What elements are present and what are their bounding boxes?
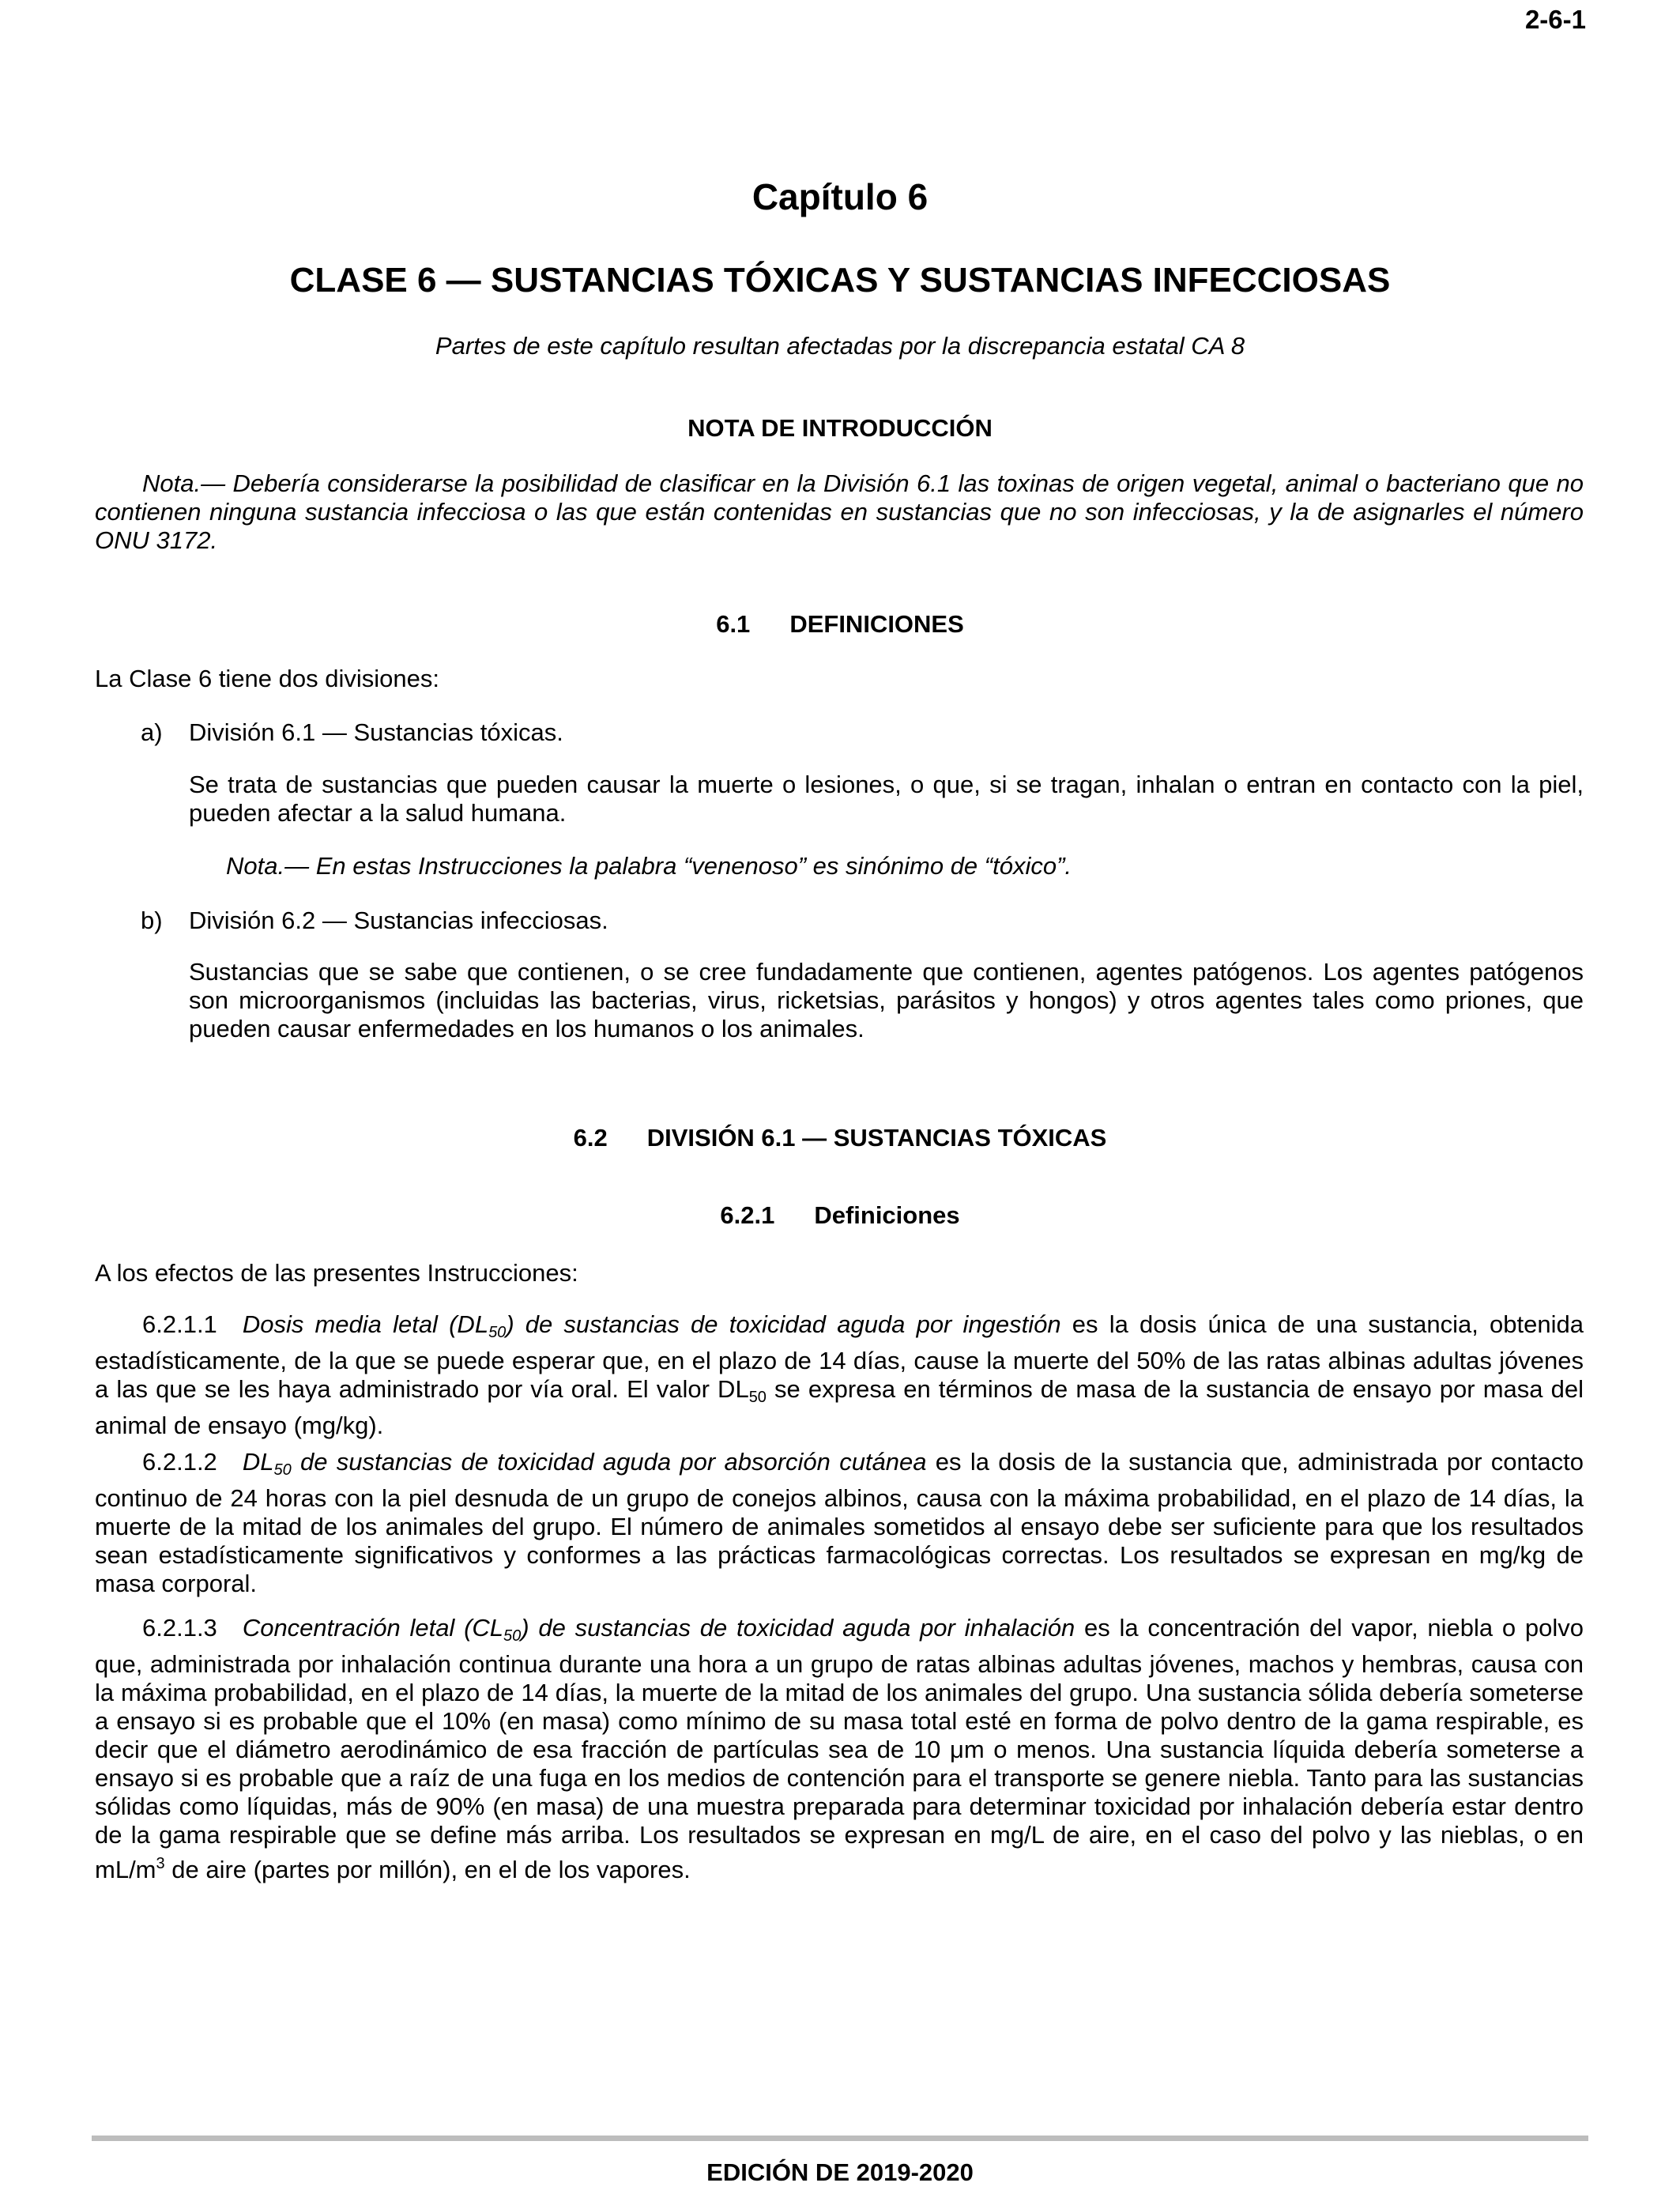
section-6-1-heading <box>0 610 1680 639</box>
item-a-title: División 6.1 — Sustancias tóxicas. <box>189 718 563 746</box>
item-b-marker: b) <box>141 907 163 934</box>
section-number: 6.1 <box>716 610 751 638</box>
paragraph-number: 6.2.1.1 <box>142 1310 217 1338</box>
item-b-text: Sustancias que se sabe que contienen, o se cree fundadamente que contienen, agentes patógenos. Los agentes patógenos son microorganismos (incluidas las bacterias, virus, ricketsias, parásitos y hongos) y otros agentes tales como priones, que pueden causar enfermedades en los humanos o los animales. <box>189 958 1584 1042</box>
paragraph-number: 6.2.1.3 <box>142 1614 217 1642</box>
intro-note <box>95 469 1584 555</box>
section-6-1-lead: La Clase 6 tiene dos divisiones: <box>95 665 439 692</box>
paragraph-number: 6.2.1.2 <box>142 1448 217 1476</box>
intro-heading: NOTA DE INTRODUCCIÓN <box>687 414 993 442</box>
page-number: 2-6-1 <box>1524 5 1586 34</box>
subsection-title: Definiciones <box>814 1201 960 1229</box>
item-b-title: División 6.2 — Sustancias infecciosas. <box>189 907 608 934</box>
subsection-number: 6.2.1 <box>720 1201 775 1229</box>
state-variation-note: Partes de este capítulo resultan afectadas por la discrepancia estatal CA 8 <box>435 332 1245 360</box>
edition-footer: EDICIÓN DE 2019-2020 <box>706 2158 974 2186</box>
paragraph-6-2-1-2: 6.2.1.2 $DL_{50}$ de sustancias de toxicidad aguda por absorción cutánea es la dosis de la sustancia que, administrada por contacto continuo de 24 horas con la piel desnuda de un grupo de conejos albinos, causa con la máxima probabilidad, en el plazo de 14 días, la muerte de la mitad de los animales del grupo. El número de animales sometidos al ensayo debe ser suficiente para que los resultados sean estadísticamente significativos y conformes a las prácticas farmacológicas correctas. Los resultados se expresan en mg/kg de masa corporal. <box>95 1448 1584 1597</box>
section-title: DIVISIÓN 6.1 — SUSTANCIAS TÓXICAS <box>646 1124 1107 1152</box>
section-6-2-heading <box>0 1124 1680 1152</box>
paragraph-6-2-1-3: 6.2.1.3 Concentración letal $(CL_{50})$ de sustancias de toxicidad aguda por inhalación es la concentración del vapor, niebla o polvo que, administrada por inhalación continua durante una hora a un grupo de ratas albinas adultas jóvenes, machos y hembras, causa con la máxima probabilidad, en el plazo de 14 días, la muerte de la mitad de los animales del grupo. Una sustancia sólida debería someterse a ensayo si es probable que el 10% (en masa) como mínimo de su masa total esté en forma de polvo dentro de la gama respirable, es decir que el diámetro aerodinámico de esa fracción de partículas sea de 10 μm o menos. Una sustancia líquida debería someterse a ensayo si es probable que a raíz de una fuga en los medios de contención para el transporte se genere niebla. Tanto para las sustancias sólidas como líquidas, más de 90% (en masa) de una muestra preparada para determinar toxicidad por inhalación debería estar dentro de la gama respirable que se define más arriba. Los resultados se expresan en mg/L de aire, en el caso del polvo y las nieblas, o en $mL/m^3$ de aire (partes por millón), en el de los vapores. <box>95 1614 1584 1883</box>
item-a-marker: a) <box>141 718 163 746</box>
intro-note-text: Debería considerarse la posibilidad de clasificar en la División 6.1 las toxinas de origen vegetal, animal o bacteriano que no contienen ninguna sustancia infecciosa o las que están contenidas en sustancias que no son infecciosas, y la de asignarles el número ONU 3172. <box>95 469 1584 554</box>
item-a-text: Se trata de sustancias que pueden causar la muerte o lesiones, o que, si se tragan, inhalan o entran en contacto con la piel, pueden afectar a la salud humana. <box>189 771 1584 827</box>
paragraph-6-2-1-1: 6.2.1.1 Dosis media letal $(DL_{50})$ de sustancias de toxicidad aguda por ingestión es la dosis única de una sustancia, obtenida estadísticamente, de la que se puede esperar que, en el plazo de 14 días, cause la muerte del 50% de las ratas albinas adultas jóvenes a las que se les haya administrado por vía oral. El valor $DL_{50}$ se expresa en términos de masa de la sustancia de ensayo por masa del animal de ensayo (mg/kg). <box>95 1310 1584 1439</box>
section-number: 6.2 <box>573 1124 608 1152</box>
paragraph-term: Concentración letal $(CL_{50})$ de sustancias de toxicidad aguda por inhalación <box>242 1614 1075 1645</box>
item-a-note: Nota.— En estas Instrucciones la palabra “venenoso” es sinónimo de “tóxico”. <box>226 852 1072 880</box>
section-6-2-lead: A los efectos de las presentes Instrucciones: <box>95 1259 578 1287</box>
section-title: DEFINICIONES <box>789 610 964 638</box>
footer-divider <box>92 2136 1588 2141</box>
subsection-6-2-1-heading <box>0 1201 1680 1230</box>
paragraph-term: $DL_{50}$ de sustancias de toxicidad aguda por absorción cutánea <box>242 1448 927 1479</box>
intro-note-label: Nota.— <box>142 469 226 497</box>
chapter-title: Capítulo 6 <box>751 176 929 217</box>
paragraph-term: Dosis media letal $(DL_{50})$ de sustancias de toxicidad aguda por ingestión <box>242 1310 1061 1341</box>
class-title: CLASE 6 — SUSTANCIAS TÓXICAS Y SUSTANCIAS INFECCIOSAS <box>289 261 1391 300</box>
